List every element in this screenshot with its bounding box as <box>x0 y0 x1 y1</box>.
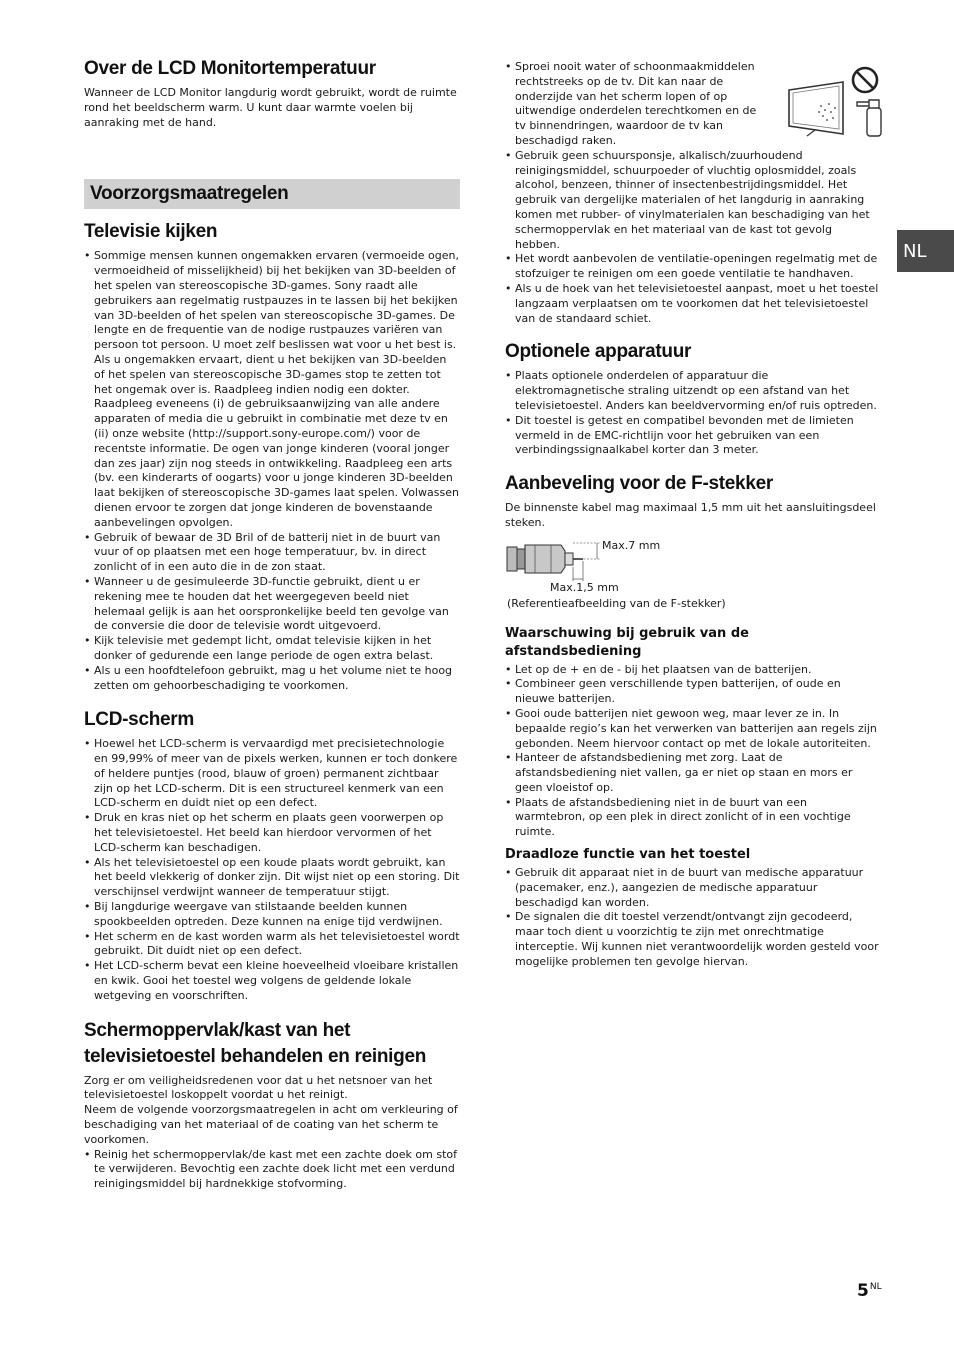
list-item: • Het scherm en de kast worden warm als het televisietoestel wordt gebruikt. Dit duidt niet op een defect. <box>84 930 460 960</box>
list-item: • Hanteer de afstandsbediening met zorg. Laat de afstandsbediening niet vallen, ga er niet op staan en mors er geen vloeistof op. <box>505 751 879 795</box>
heading-cleaning-line2: televisietoestel behandelen en reinigen <box>84 1045 427 1067</box>
section-tv-watching <box>84 219 460 693</box>
list-item: • Dit toestel is getest en compatibel bevonden met de limieten vermeld in de EMC-richtlijn voor het gebruiken van een verbindingssignaalkabel korter dan 3 meter. <box>505 414 879 458</box>
cleaning-para-2: Neem de volgende voorzorgsmaatregelen in acht om verkleuring of beschadiging van het materiaal of de coating van het scherm te voorkomen. <box>84 1103 458 1146</box>
list-item: • Reinig het schermoppervlak/de kast met een zachte doek om stof te verwijderen. Bevochtig een zachte doek licht met een verdund reinigingsmiddel bij hardnekkige stofvorming. <box>84 1148 460 1192</box>
f-plug-label-max7: Max.7 mm <box>602 538 661 552</box>
section-lcd-temperature <box>84 56 460 130</box>
heading-lcd-temperature: Over de LCD Monitortemperatuur <box>84 58 376 79</box>
optional-list <box>505 369 879 458</box>
list-item: • Het LCD-scherm bevat een kleine hoeveelheid vloeibare kristallen en kwik. Gooi het toestel weg volgens de geldende lokale wetgeving en voorschriften. <box>84 959 460 1003</box>
language-tab <box>897 230 954 272</box>
lcd-temperature-text: Wanneer de LCD Monitor langdurig wordt gebruikt, wordt de ruimte rond het beeldscherm warm. U kunt daar warmte voelen bij aanraking met de hand. <box>84 86 457 129</box>
heading-remote-line1: Waarschuwing bij gebruik van de <box>505 625 749 641</box>
heading-optional-equipment: Optionele apparatuur <box>505 341 692 363</box>
list-item: • Als u een hoofdtelefoon gebruikt, mag u het volume niet te hoog zetten om gehoorbeschadiging te voorkomen. <box>84 664 460 694</box>
list-item: • Bij langdurige weergave van stilstaande beelden kunnen spookbeelden optreden. Deze kunnen na enige tijd verdwijnen. <box>84 900 460 930</box>
list-item: • Kijk televisie met gedempt licht, omdat televisie kijken in het donker of gedurende een lange periode de ogen extra belast. <box>84 634 460 664</box>
section-wireless <box>505 846 879 970</box>
right-column <box>505 60 879 970</box>
list-item: • Let op de + en de - bij het plaatsen van de batterijen. <box>505 663 879 678</box>
list-item: • Gebruik dit apparaat niet in de buurt van medische apparatuur (pacemaker, enz.), aangezien de medische apparatuur beschadigd kan worden. <box>505 866 879 910</box>
heading-remote-warning <box>505 625 879 661</box>
section-cleaning <box>84 1018 460 1192</box>
list-item: • Hoewel het LCD-scherm is vervaardigd met precisietechnologie en 99,99% of meer van de pixels werken, kunnen er toch donkere of heldere puntjes (rood, blauw of groen) permanent zichtbaar zijn op het LCD-scherm. Dit is een structureel kenmerk van een LCD-scherm en duidt niet op een defect. <box>84 737 460 811</box>
spray-warning-block <box>505 60 879 149</box>
list-item: • Sommige mensen kunnen ongemakken ervaren (vermoeide ogen, vermoeidheid of misselijkheid) bij het bekijken van 3D-beelden of het spelen van stereoscopische 3D-games. Sony raadt alle gebruikers aan regelmatig rustpauzes in te lassen bij het bekijken van 3D-beelden of het spelen van stereoscopische 3D-games. De lengte en de frequentie van de nodige rustpauzes variëren van persoon tot persoon. U moet zelf beslissen wat voor u het best is. Als u ongemakken ervaart, dient u het bekijken van 3D-beelden of het spelen van stereoscopische 3D-games stop te zetten tot het ongemak over is. Raadpleeg indien nodig een dokter. Raadpleeg eveneens (i) de gebruiksaanwijzing van alle andere apparaten of media die u gebruikt in combinatie met deze tv en (ii) onze website (http://support.sony-europe.com/) voor de recentste informatie. De ogen van jonge kinderen (vooral jonger dan zes jaar) zijn nog steeds in ontwikkeling. Raadpleeg een arts (bv. een kinderarts of oogarts) voor u jonge kinderen 3D-beelden laat bekijken of stereoscopische 3D-games laat spelen. Volwassen dienen ervoor te zorgen dat jonge kinderen de bovenstaande aanbevelingen opvolgen. <box>84 249 460 530</box>
list-item: • Plaats de afstandsbediening niet in de buurt van een warmtebron, op een plek in direct zonlicht of in een vochtige ruimte. <box>505 796 879 840</box>
heading-remote-line2: afstandsbediening <box>505 643 642 659</box>
list-item: • Plaats optionele onderdelen of apparatuur die elektromagnetische straling uitzendt op een afstand van het televisietoestel. Anders kan beeldvervorming en/of ruis optreden. <box>505 369 879 413</box>
cleaning-list <box>84 1148 460 1192</box>
f-plug-label-max15: Max.1,5 mm <box>550 580 619 594</box>
no-spray-illustration <box>785 64 885 140</box>
list-item: • Gebruik geen schuursponsje, alkalisch/zuurhoudend reinigingsmiddel, schuurpoeder of vluchtig oplosmiddel, zoals alcohol, benzeen, thinner of insectenbestrijdingsmiddel. Het gebruik van dergelijke materialen of het langdurig in aanraking komen met rubber- of vinylmaterialen kan beschadiging van het schermoppervlak en het materiaal van de kast tot gevolg hebben. <box>505 149 879 253</box>
f-plug-illustration <box>505 537 605 587</box>
heading-f-plug: Aanbeveling voor de F-stekker <box>505 473 773 495</box>
section-remote-warning <box>505 625 879 841</box>
tv-watching-list <box>84 249 460 693</box>
heading-cleaning-line1: Schermoppervlak/kast van het <box>84 1019 351 1041</box>
section-f-plug <box>505 471 879 611</box>
page-number-value: 5 <box>857 1281 869 1301</box>
list-item: • Als u de hoek van het televisietoestel aanpast, moet u het toestel langzaam verplaatsen om te voorkomen dat het televisietoestel van de standaard schiet. <box>505 282 879 326</box>
cleaning-list-continued-2 <box>505 149 879 327</box>
list-item: • Het wordt aanbevolen de ventilatie-openingen regelmatig met de stofzuiger te reinigen om een goede ventilatie te handhaven. <box>505 252 879 282</box>
list-item: • Sproei nooit water of schoonmaakmiddelen rechtstreeks op de tv. Dit kan naar de onderzijde van het scherm lopen of op uitwendige onderdelen terechtkomen en de tv binnendringen, waardoor de tv kan beschadigd raken. <box>505 60 767 149</box>
list-item: • Combineer geen verschillende typen batterijen, of oude en nieuwe batterijen. <box>505 677 879 707</box>
page-number <box>857 1281 882 1301</box>
section-lcd-screen <box>84 707 460 1003</box>
precautions-band <box>84 179 460 209</box>
language-tab-label: NL <box>903 240 927 262</box>
list-item: • Wanneer u de gesimuleerde 3D-functie gebruikt, dient u er rekening mee te houden dat het weergegeven beeld niet helemaal gelijk is aan het oorspronkelijke beeld ten gevolge van de conversie die door de televisie wordt uitgevoerd. <box>84 575 460 634</box>
heading-cleaning <box>84 1018 460 1070</box>
wireless-list <box>505 866 879 970</box>
list-item: • Druk en kras niet op het scherm en plaats geen voorwerpen op het televisietoestel. Het beeld kan hierdoor vervormen of het LCD-scherm kan beschadigen. <box>84 811 460 855</box>
list-item: • De signalen die dit toestel verzendt/ontvangt zijn gecodeerd, maar toch dient u voorzichtig te zijn met onrechtmatige interceptie. Wij kunnen niet verantwoordelijk worden gesteld voor mogelijke problemen ten gevolge hiervan. <box>505 910 879 969</box>
cleaning-list-continued <box>505 60 767 149</box>
heading-tv-watching: Televisie kijken <box>84 221 218 243</box>
heading-lcd-screen: LCD-scherm <box>84 709 194 731</box>
list-item: • Gooi oude batterijen niet gewoon weg, maar lever ze in. In bepaalde regio’s kan het verwerken van batterijen aan regels zijn gebonden. Neem hiervoor contact op met de lokale autoriteiten. <box>505 707 879 751</box>
f-plug-figure <box>505 537 879 597</box>
f-plug-text: De binnenste kabel mag maximaal 1,5 mm uit het aansluitingsdeel steken. <box>505 501 876 529</box>
cleaning-para-1: Zorg er om veiligheidsredenen voor dat u het netsnoer van het televisietoestel loskoppelt voordat u het reinigt. <box>84 1073 433 1102</box>
lcd-screen-list <box>84 737 460 1003</box>
heading-wireless: Draadloze functie van het toestel <box>505 847 751 863</box>
list-item: • Gebruik of bewaar de 3D Bril of de batterij niet in de buurt van vuur of op plaatsen met een hoge temperatuur, bv. in direct zonlicht of in een auto die in de zon staat. <box>84 531 460 575</box>
remote-list <box>505 663 879 841</box>
f-plug-caption: (Referentieafbeelding van de F-stekker) <box>507 596 726 610</box>
section-optional-equipment <box>505 339 879 458</box>
left-column <box>84 56 460 1192</box>
list-item: • Als het televisietoestel op een koude plaats wordt gebruikt, kan het beeld vlekkerig of donker zijn. Dit wijst niet op een storing. Dit verschijnsel verdwijnt wanneer de temperatuur stijgt. <box>84 856 460 900</box>
page-number-suffix: NL <box>869 1282 882 1292</box>
heading-precautions: Voorzorgsmaatregelen <box>90 183 289 205</box>
